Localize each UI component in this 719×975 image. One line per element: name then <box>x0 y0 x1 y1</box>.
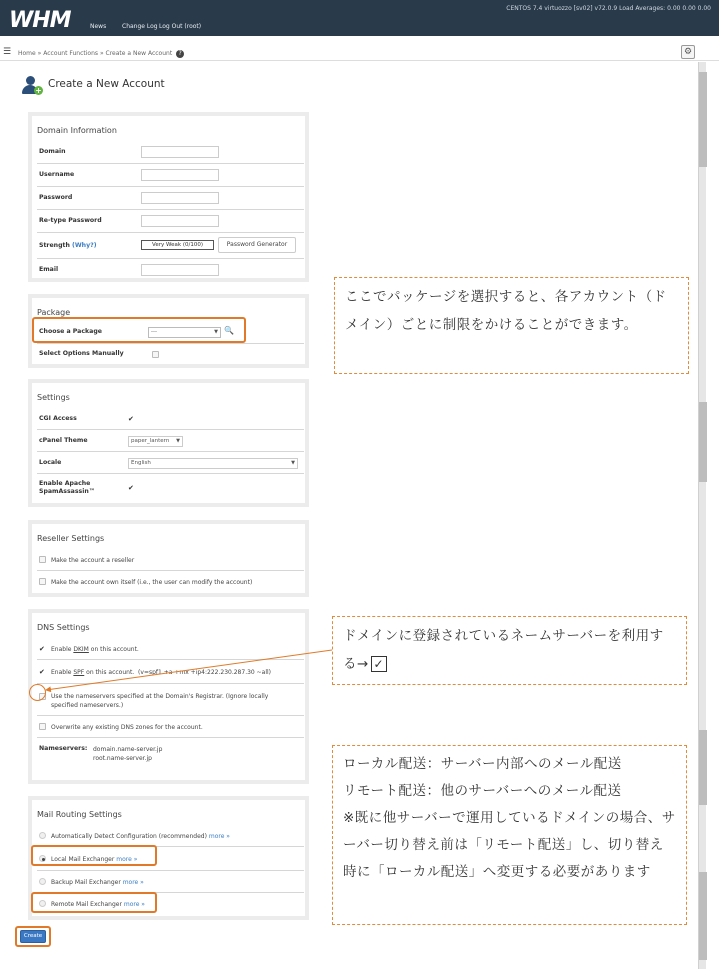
package-select-value: --- <box>151 329 157 335</box>
menu-toggle-icon[interactable]: ☰ <box>3 47 12 57</box>
reseller-label: Make the account a reseller <box>51 557 135 564</box>
chevron-down-icon: ▼ <box>291 460 295 466</box>
panel-title: Reseller Settings <box>37 534 105 543</box>
panel-title: Mail Routing Settings <box>37 810 122 819</box>
panel-title: DNS Settings <box>37 623 90 632</box>
strength-label: Strength (Why?) <box>39 242 97 249</box>
help-icon[interactable]: ? <box>176 50 184 58</box>
chevron-down-icon: ▼ <box>176 438 180 444</box>
panel-title: Domain Information <box>37 126 117 135</box>
nav-log-out[interactable]: Log Out (root) <box>159 23 202 30</box>
password-generator-button[interactable]: Password Generator <box>218 237 296 253</box>
nav-change-log[interactable]: Change Log <box>122 23 158 30</box>
annotation-mail-line: ※既に他サーバーで運用しているドメインの場合、サーバー切り替え前は「リモート配送」し、切り替え時に「ローカル配送」へ変更する必要があります <box>343 810 676 880</box>
add-user-icon: + <box>20 75 44 95</box>
cgi-access-label: CGI Access <box>39 415 77 422</box>
panel-title: Package <box>37 308 71 317</box>
dkim-checkbox[interactable]: ✔ <box>39 645 45 653</box>
breadcrumb-current-page: Create a New Account <box>105 50 173 57</box>
annotation-mail-line: リモート配送：他のサーバーへのメール配送 <box>343 783 622 799</box>
spf-checkbox[interactable]: ✔ <box>39 668 45 676</box>
retype-password-label: Re-type Password <box>39 217 102 224</box>
spamassassin-checkbox[interactable]: ✔ <box>128 484 134 492</box>
breadcrumb-separator: » <box>37 50 42 57</box>
check-icon: ✓ <box>371 656 387 672</box>
whm-logo: WHM <box>9 8 71 33</box>
annotation-mail-line: ローカル配送：サーバー内部へのメール配送 <box>343 756 622 772</box>
system-info: CENTOS 7.4 virtuozzo [sv02] v72.0.9 Load Averages: 0.00 0.00 0.00 <box>506 5 711 12</box>
cgi-access-checkbox[interactable]: ✔ <box>128 415 134 423</box>
registrar-nameservers-label: Use the nameservers specified at the Domain's Registrar. (Ignore locally specified nameservers.) <box>51 693 269 709</box>
more-link[interactable]: more » <box>122 879 144 886</box>
mail-auto-label: Automatically Detect Configuration (recommended) more » <box>51 833 230 840</box>
theme-select-value: paper_lantern <box>131 438 170 444</box>
search-icon[interactable]: 🔍 <box>224 326 234 335</box>
strength-meter: Very Weak (0/100) <box>141 240 214 250</box>
overwrite-dns-label: Overwrite any existing DNS zones for the account. <box>51 724 203 731</box>
mail-local-label: Local Mail Exchanger more » <box>51 856 138 863</box>
dkim-label: Enable DKIM on this account. <box>51 646 139 653</box>
select-manually-label: Select Options Manually <box>39 350 124 357</box>
breadcrumb-separator: » <box>99 50 104 57</box>
domain-label: Domain <box>39 148 66 155</box>
settings-gear-icon[interactable]: ⚙ <box>681 45 695 59</box>
annotation-package-note: ここでパッケージを選択すると、各アカウント（ドメイン）ごとに制限をかけることができます。 <box>334 277 689 374</box>
arrow-line <box>46 650 332 690</box>
nameserver-list: domain.name-server.jp root.name-server.jp <box>93 746 163 762</box>
own-itself-label: Make the account own itself (i.e., the user can modify the account) <box>51 579 253 586</box>
panel-title: Settings <box>37 393 70 402</box>
locale-label: Locale <box>39 459 62 466</box>
password-label: Password <box>39 194 73 201</box>
nameservers-label: Nameservers: <box>39 745 88 752</box>
locale-select-value: English <box>131 460 151 466</box>
mail-backup-label: Backup Mail Exchanger more » <box>51 879 144 886</box>
username-label: Username <box>39 171 75 178</box>
create-button[interactable]: Create <box>20 930 46 943</box>
more-link[interactable]: more » <box>208 833 230 840</box>
page-title-text: Create a New Account <box>48 78 165 90</box>
mail-remote-label: Remote Mail Exchanger more » <box>51 901 145 908</box>
spamassassin-label: Enable Apache SpamAssassin™ <box>39 480 95 495</box>
email-label: Email <box>39 266 59 273</box>
more-link[interactable]: more » <box>116 856 138 863</box>
spf-label: Enable SPF on this account. (v=spf1 +a +mx +ip4:222.230.287.30 ~all) <box>51 669 272 676</box>
why-link[interactable]: (Why?) <box>72 242 97 249</box>
breadcrumb-home[interactable]: Home <box>18 50 36 57</box>
nav-news[interactable]: News <box>90 23 107 30</box>
annotation-nameserver-text: ドメインに登録されているネームサーバーを利用する→ <box>343 628 664 672</box>
breadcrumb-account-functions[interactable]: Account Functions <box>43 50 99 57</box>
cpanel-theme-label: cPanel Theme <box>39 437 88 444</box>
chevron-down-icon: ▼ <box>214 329 218 335</box>
choose-package-label: Choose a Package <box>39 328 102 335</box>
more-link[interactable]: more » <box>123 901 145 908</box>
